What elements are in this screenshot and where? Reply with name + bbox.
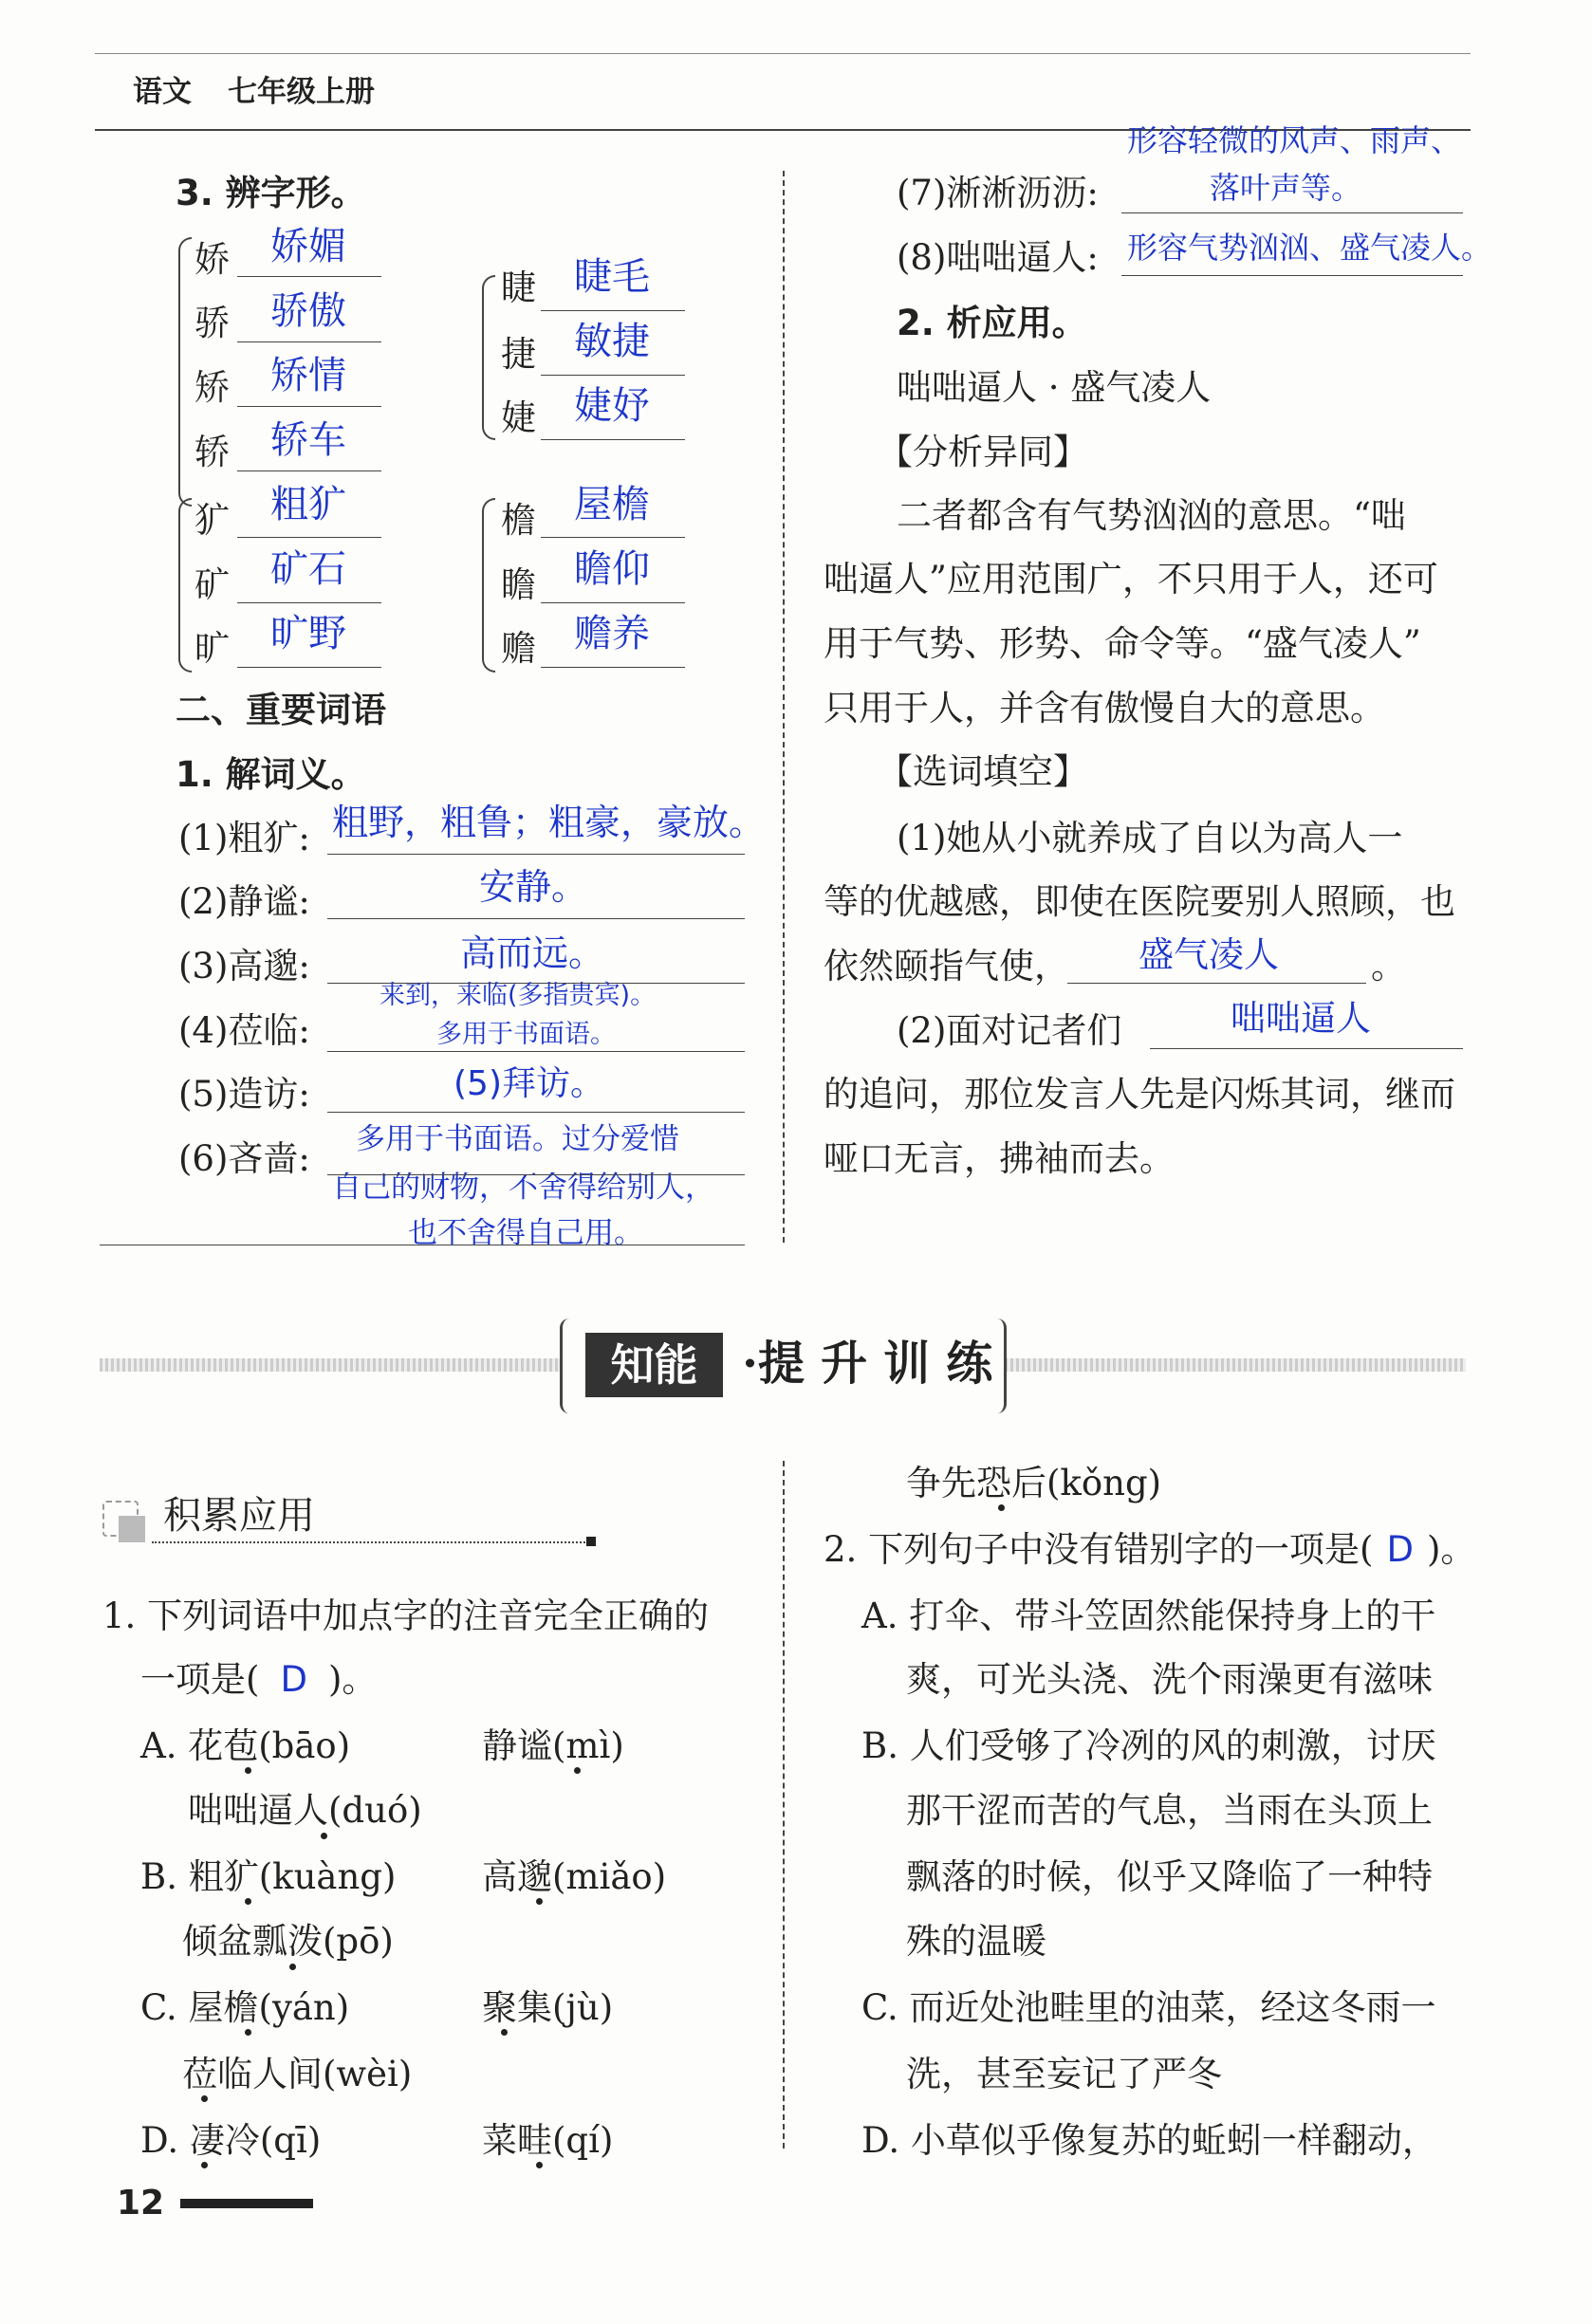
def-answer-4b: 多用于书面语。 [436, 1020, 616, 1049]
def-answer-6b: 自己的财物，不舍得给别人， [332, 1171, 714, 1205]
column-divider-bottom [783, 1461, 785, 2149]
def-label-2: (2)静谧: [178, 881, 310, 922]
blank-line [1067, 983, 1366, 984]
banner-title: ·提 升 训 练 [742, 1336, 993, 1391]
groupA-answer-3: 矫情 [270, 354, 346, 397]
blank-line [327, 854, 745, 855]
blank-line [1121, 212, 1463, 213]
blank-line [1150, 1048, 1463, 1049]
q2-opt-c-2: 洗，甚至妄记了严冬 [906, 2054, 1222, 2094]
fill-heading: 【选词填空】 [878, 751, 1088, 792]
section-icon-fill [119, 1516, 145, 1542]
groupC-answer-3: 旷野 [270, 612, 346, 655]
groupA-char-3: 矫 [194, 367, 230, 408]
q1-opt-d-2: 菜畦(qí) [482, 2120, 614, 2161]
q2-opt-b-4: 殊的温暖 [906, 1921, 1046, 1962]
q1-opt-b-2: 高邈(miǎo) [482, 1856, 667, 1897]
q2-answer: D [1386, 1529, 1414, 1570]
q2-opt-b-3: 飘落的时候，似乎又降临了一种特 [906, 1856, 1433, 1897]
groupD-answer-2: 瞻仰 [574, 547, 650, 591]
blank-line [541, 439, 685, 440]
blank-line [237, 537, 381, 538]
def-answer-1: 粗野，粗鲁；粗豪，豪放。 [332, 802, 766, 843]
fill1-line-3: 依然颐指气使， [824, 946, 1069, 987]
blank-line [237, 406, 381, 407]
column-divider-top [783, 171, 785, 1243]
section-title: 积累应用 [163, 1494, 315, 1538]
q1-opt-a-3: 咄咄逼人(duó) [188, 1790, 422, 1831]
def-label-1: (1)粗犷: [178, 818, 310, 858]
def-answer-3: 高而远。 [460, 932, 605, 974]
blank-line [237, 341, 381, 342]
q1-opt-b-3: 倾盆瓢泼(pō) [182, 1921, 394, 1962]
emphasis-dot [245, 2029, 251, 2036]
blank-line [327, 918, 745, 919]
blank-line [327, 1112, 745, 1113]
groupB-answer-2: 敏捷 [574, 320, 650, 363]
def-answer-7b: 落叶声等。 [1210, 170, 1362, 206]
q1-opt-d-1: D. 凄冷(qī) [140, 2120, 322, 2161]
brace-group-a [178, 237, 192, 507]
groupB-answer-1: 睫毛 [574, 255, 650, 299]
def-answer-8: 形容气势汹汹、盛气凌人。 [1127, 230, 1492, 266]
fill2-line-3: 哑口无言，拂袖而去。 [824, 1138, 1175, 1179]
def-answer-6a: 多用于书面语。过分爱惜 [356, 1122, 679, 1156]
def-label-4: (4)莅临: [178, 1010, 310, 1051]
q1-answer: D [280, 1659, 307, 1700]
groupA-answer-4: 轿车 [270, 418, 346, 462]
fill2-answer: 咄咄逼人 [1231, 998, 1371, 1039]
groupB-char-1: 睫 [501, 267, 536, 308]
emphasis-dot [998, 1504, 1005, 1511]
analysis-line-1: 二者都含有气势汹汹的意思。“咄 [897, 495, 1406, 536]
fill1-answer: 盛气凌人 [1138, 934, 1279, 975]
emphasis-dot [574, 1767, 581, 1774]
q1-opt-c-3: 莅临人间(wèi) [182, 2054, 413, 2094]
section-rule [152, 1541, 588, 1543]
blank-line [541, 537, 685, 538]
groupA-char-2: 骄 [194, 303, 230, 343]
emphasis-dot [201, 2095, 208, 2102]
blank-line [237, 667, 381, 668]
def-label-3: (3)高邈: [178, 946, 310, 987]
fill2-start: (2)面对记者们 [897, 1010, 1122, 1051]
blank-line [237, 470, 381, 471]
emphasis-dot [321, 1833, 327, 1839]
q2-opt-a-2: 爽，可光头浇、洗个雨澡更有滋味 [906, 1659, 1433, 1700]
def-answer-7a: 形容轻微的风声、雨声、 [1127, 122, 1462, 158]
groupB-char-3: 婕 [501, 397, 536, 438]
fill1-line-2: 等的优越感，即使在医院要别人照顾，也 [824, 881, 1455, 922]
analysis-line-3: 用于气势、形势、命令等。“盛气凌人” [824, 623, 1421, 664]
blank-line [541, 310, 685, 311]
def-answer-6c: 也不舍得自己用。 [408, 1216, 643, 1250]
header-top-rule [95, 53, 1471, 54]
def-answer-2: 安静。 [479, 866, 588, 908]
q1-title: 1. 解词义。 [176, 754, 366, 795]
groupB-answer-3: 婕妤 [574, 384, 650, 428]
groupD-char-3: 赡 [501, 628, 536, 669]
brace-group-d [482, 498, 495, 673]
blank-line [541, 667, 685, 668]
q1-opt-a-2: 静谧(mì) [482, 1725, 624, 1766]
q2-line: 2. 下列句子中没有错别字的一项是( D )。 [824, 1529, 1476, 1570]
carry-line: 争先恐后(kǒng) [906, 1463, 1162, 1503]
section-rule-end [586, 1537, 596, 1546]
section-2-title: 二、重要词语 [176, 690, 386, 730]
def-label-8: (8)咄咄逼人: [897, 237, 1099, 278]
q2-opt-a-1: A. 打伞、带斗笠固然能保持身上的干 [861, 1595, 1436, 1636]
emphasis-dot [536, 1898, 543, 1905]
groupA-char-4: 轿 [194, 432, 230, 472]
page-number-bar [180, 2199, 313, 2208]
groupA-answer-2: 骄傲 [270, 289, 346, 333]
def-label-5: (5)造访: [178, 1074, 310, 1115]
blank-line [327, 1051, 745, 1052]
groupC-answer-2: 矿石 [270, 547, 346, 591]
emphasis-dot [201, 2162, 208, 2168]
blank-line [327, 1174, 745, 1175]
groupD-char-2: 瞻 [501, 564, 536, 605]
emphasis-dot [289, 1964, 296, 1970]
analysis-line-4: 只用于人，并含有傲慢自大的意思。 [824, 688, 1385, 729]
groupD-char-1: 檐 [501, 500, 536, 541]
blank-line [541, 375, 685, 376]
def-answer-5: (5)拜访。 [454, 1064, 604, 1103]
blank-line [541, 602, 685, 603]
page-number: 12 [117, 2184, 165, 2223]
banner-box: 知能 [585, 1333, 723, 1397]
emphasis-dot [536, 2162, 543, 2168]
fill1-line-1: (1)她从小就养成了自以为高人一 [897, 818, 1403, 858]
blank-line [237, 276, 381, 277]
emphasis-dot [245, 1767, 251, 1774]
groupA-char-1: 娇 [194, 239, 230, 280]
blank-line [237, 602, 381, 603]
q1-opt-c-2: 聚集(jù) [482, 1987, 614, 2028]
q2-opt-b-2: 那干涩而苦的气息，当雨在头顶上 [906, 1790, 1433, 1831]
groupC-char-3: 旷 [194, 628, 230, 669]
q3-title: 3. 辨字形。 [176, 173, 366, 213]
q2-title: 2. 析应用。 [897, 303, 1087, 343]
blank-line [1121, 275, 1463, 276]
analysis-heading: 【分析异同】 [878, 432, 1088, 472]
def-label-7: (7)淅淅沥沥: [897, 173, 1099, 213]
groupD-answer-1: 屋檐 [574, 483, 650, 526]
groupD-answer-3: 赡养 [574, 612, 650, 655]
header-grade: 七年级上册 [228, 75, 375, 109]
groupC-char-1: 犷 [194, 500, 230, 541]
q1-opt-b-1: B. 粗犷(kuàng) [140, 1856, 397, 1897]
groupC-char-2: 矿 [194, 564, 230, 605]
groupB-char-2: 捷 [501, 334, 536, 375]
emphasis-dot [501, 2029, 508, 2036]
idiom-pair: 咄咄逼人 · 盛气凌人 [897, 367, 1212, 408]
brace-group-c [178, 498, 192, 673]
emphasis-dot [245, 1898, 251, 1905]
groupC-answer-1: 粗犷 [270, 483, 346, 526]
header-subject: 语文 [133, 75, 192, 109]
def-label-6: (6)吝啬: [178, 1138, 310, 1179]
q2-opt-b-1: B. 人们受够了冷冽的风的刺激，讨厌 [861, 1725, 1436, 1766]
def-answer-4a: 来到，来临(多指贵宾)。 [379, 981, 657, 1010]
q1-line-2: 一项是( D )。 [140, 1659, 378, 1700]
brace-group-b [482, 275, 495, 440]
analysis-line-2: 咄逼人”应用范围广，不只用于人，还可 [824, 559, 1438, 599]
q1-opt-a-1: A. 花苞(bāo) [140, 1725, 351, 1766]
groupA-answer-1: 娇媚 [270, 225, 346, 268]
q2-opt-d-1: D. 小草似乎像复苏的蚯蚓一样翻动， [861, 2120, 1437, 2161]
q1-line-1: 1. 下列词语中加点字的注音完全正确的 [102, 1595, 710, 1636]
q2-opt-c-1: C. 而近处池畦里的油菜，经这冬雨一 [861, 1987, 1436, 2028]
q1-opt-c-1: C. 屋檐(yán) [140, 1987, 350, 2028]
fill2-line-2: 的追问，那位发言人先是闪烁其词，继而 [824, 1074, 1455, 1115]
fill1-end: 。 [1371, 946, 1406, 987]
